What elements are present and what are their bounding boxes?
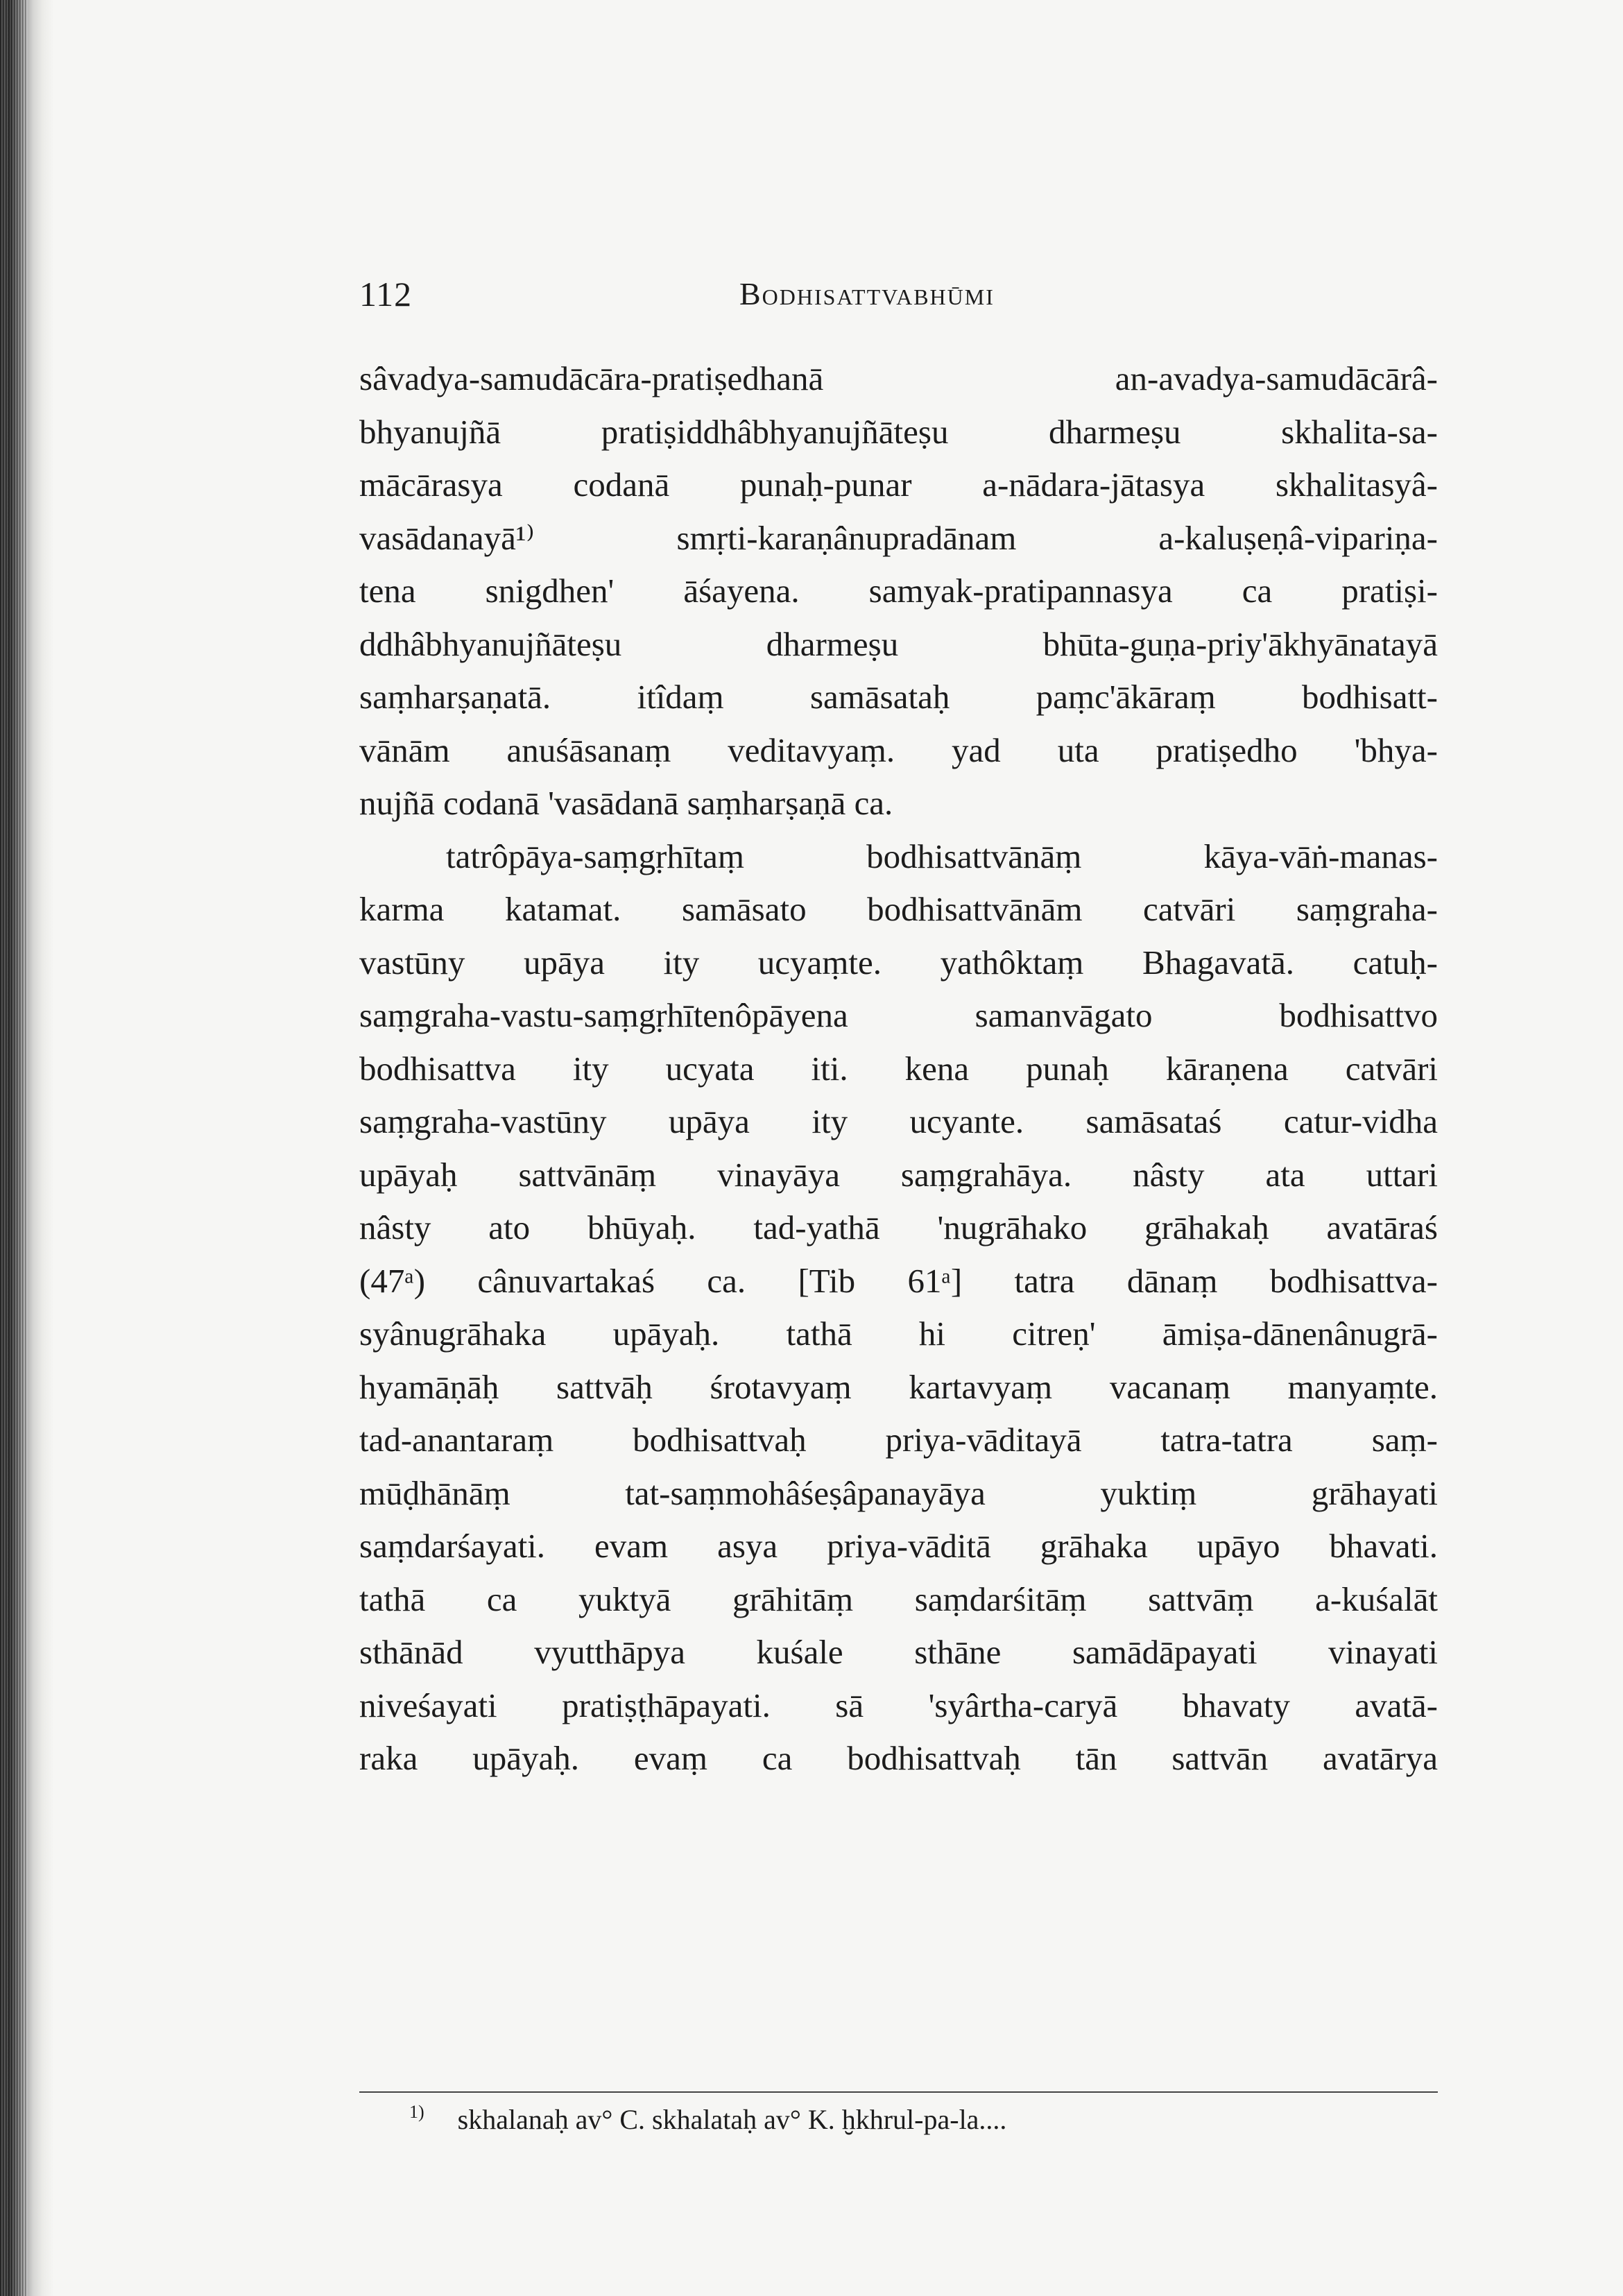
text-line: syânugrāhaka upāyaḥ. tathā hi citreṇ' āmiṣa-dānenânugrā- (359, 1314, 1438, 1353)
text-line: saṃdarśayati. evam asya priya-vāditā grāhaka upāyo bhavati. (359, 1527, 1438, 1565)
text-line-paragraph-end: nujñā codanā 'vasādanā saṃharṣaṇā ca. (359, 784, 893, 822)
text-line: raka upāyaḥ. evaṃ ca bodhisattvaḥ tān sattvān avatārya (359, 1739, 1438, 1777)
text-line: nâsty ato bhūyaḥ. tad-yathā 'nugrāhako grāhakaḥ avatāraś (359, 1208, 1438, 1246)
text-line: sâvadya-samudācāra-pratiṣedhanā an-avadya-samudācārâ- (359, 359, 1438, 397)
text-line: vānām anuśāsanaṃ veditavyaṃ. yad uta pratiṣedho 'bhya- (359, 730, 1438, 769)
text-line: niveśayati pratiṣṭhāpayati. sā 'syârtha-caryā bhavaty avatā- (359, 1686, 1438, 1724)
main-text (359, 352, 1438, 1785)
text-line: bodhisattva ity ucyata iti. kena punaḥ kāraṇena catvāri (359, 1049, 1438, 1088)
footnote-text: skhalanaḥ av° C. skhalataḥ av° K. ḫkhrul-pa-la.... (457, 2104, 1007, 2135)
footnote (409, 2102, 1006, 2136)
footnote-rule (359, 2091, 1438, 2093)
text-line: hyamāṇāḥ sattvāḥ śrotavyaṃ kartavyaṃ vacanaṃ manyaṃte. (359, 1367, 1438, 1406)
text-line: karma katamat. samāsato bodhisattvānām catvāri saṃgraha- (359, 890, 1438, 928)
running-head (359, 274, 1441, 323)
text-line: mācārasya codanā punaḥ-punar a-nādara-jātasya skhalitasyâ- (359, 465, 1438, 504)
text-line: (47ᵃ) cânuvartakaś ca. [Tib 61ᵃ] tatra dānaṃ bodhisattva- (359, 1261, 1438, 1300)
text-line: tena snigdhen' āśayena. samyak-pratipannasya ca pratiṣi- (359, 572, 1438, 610)
text-line: bhyanujñā pratiṣiddhâbhyanujñāteṣu dharmeṣu skhalita-sa- (359, 412, 1438, 451)
binding-texture (0, 0, 28, 2296)
page-number: 112 (359, 275, 413, 314)
text-line: vastūny upāya ity ucyaṃte. yathôktaṃ Bhagavatā. catuḥ- (359, 943, 1438, 982)
text-line-paragraph-start: tatrôpāya-saṃgṛhītaṃ bodhisattvānāṃ kāya-vāṅ-manas- (446, 837, 1438, 875)
text-line: sthānād vyutthāpya kuśale sthāne samādāpayati vinayati (359, 1633, 1438, 1671)
text-line: vasādanayā¹⁾ smṛti-karaṇânupradānam a-kaluṣeṇâ-vipariṇa- (359, 518, 1438, 557)
text-line: tathā ca yuktyā grāhitāṃ saṃdarśitāṃ sattvāṃ a-kuśalāt (359, 1579, 1438, 1618)
footnote-marker: 1) (409, 2102, 424, 2122)
text-line: tad-anantaraṃ bodhisattvaḥ priya-vāditayā tatra-tatra saṃ- (359, 1421, 1438, 1459)
text-line: mūḍhānāṃ tat-saṃmohâśeṣâpanayāya yuktiṃ grāhayati (359, 1473, 1438, 1512)
running-title: Bodhisattvabhūmi (739, 276, 995, 311)
text-line: saṃharṣaṇatā. itîdaṃ samāsataḥ paṃc'ākāraṃ bodhisatt- (359, 678, 1438, 716)
text-line: ddhâbhyanujñāteṣu dharmeṣu bhūta-guṇa-priy'ākhyānatayā (359, 624, 1438, 663)
page-binding-shadow (0, 0, 54, 2296)
text-line: saṃgraha-vastūny upāya ity ucyante. samāsataś catur-vidha (359, 1102, 1438, 1140)
text-line: saṃgraha-vastu-saṃgṛhītenôpāyena samanvāgato bodhisattvo (359, 996, 1438, 1034)
text-line: upāyaḥ sattvānāṃ vinayāya saṃgrahāya. nâsty ata uttari (359, 1155, 1438, 1194)
